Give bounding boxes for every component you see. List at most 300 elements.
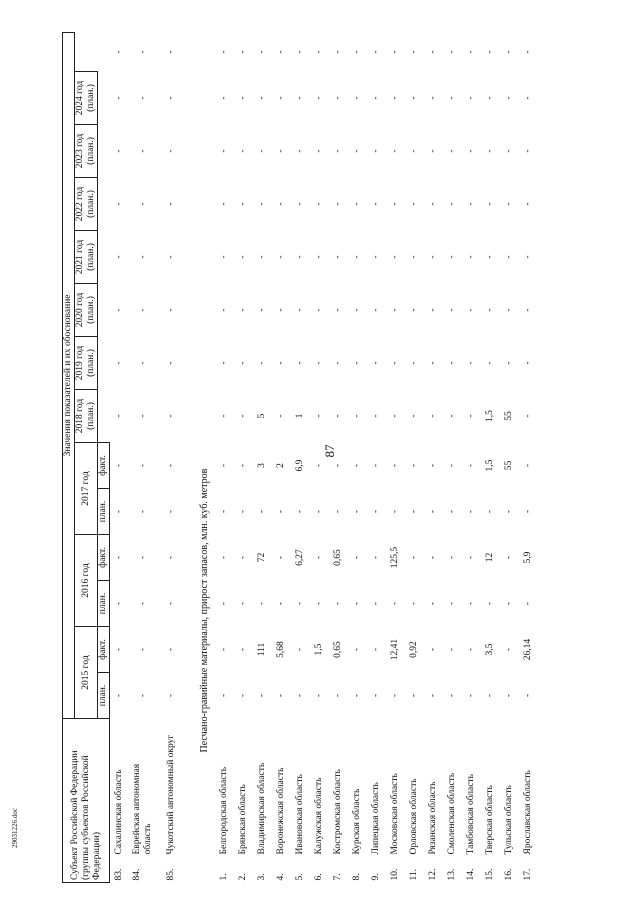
table-row bbox=[291, 32, 310, 882]
value-cell: - bbox=[504, 96, 514, 100]
value-cell: - bbox=[238, 50, 248, 54]
value-cell: - bbox=[428, 601, 438, 606]
value-cell: - bbox=[466, 202, 476, 206]
value-cell: - bbox=[485, 693, 495, 698]
value-cell: - bbox=[137, 601, 148, 606]
table-row bbox=[424, 32, 443, 882]
value-cell: - bbox=[165, 308, 176, 312]
value-cell: - bbox=[165, 509, 176, 514]
value-cell: - bbox=[466, 50, 476, 54]
value-cell: - bbox=[409, 414, 419, 418]
region-name-cell bbox=[215, 719, 234, 883]
value-cell: - bbox=[409, 463, 419, 468]
row-number: 3. bbox=[257, 873, 267, 881]
value-cell: - bbox=[466, 601, 476, 606]
value-cell: - bbox=[276, 96, 286, 100]
value-cell: - bbox=[352, 149, 362, 153]
value-cell: - bbox=[165, 601, 176, 606]
table-row bbox=[367, 32, 386, 882]
value-cell: - bbox=[137, 509, 148, 514]
value-cell: - bbox=[428, 255, 438, 259]
value-cell: - bbox=[314, 50, 324, 54]
value-cell: - bbox=[371, 555, 381, 560]
table-row bbox=[405, 32, 424, 882]
value-cell: - bbox=[428, 693, 438, 698]
value-cell: - bbox=[114, 555, 124, 560]
value-cell: - bbox=[409, 255, 419, 259]
table-row bbox=[272, 32, 291, 882]
value-cell: - bbox=[219, 509, 229, 514]
value-cell: 6,27 bbox=[295, 549, 305, 566]
value-cell: - bbox=[333, 601, 343, 606]
value-cell: - bbox=[257, 601, 267, 606]
value-cell: - bbox=[523, 50, 533, 54]
value-cell: - bbox=[295, 693, 305, 698]
value-cell: - bbox=[390, 255, 400, 259]
value-cell: - bbox=[219, 50, 229, 54]
plan-subheader: план. bbox=[98, 673, 110, 719]
value-cell: - bbox=[466, 308, 476, 312]
value-cell: - bbox=[390, 149, 400, 153]
value-cell: - bbox=[371, 361, 381, 365]
value-cell: - bbox=[428, 509, 438, 514]
value-cell: - bbox=[219, 414, 229, 418]
value-cell: - bbox=[137, 414, 148, 418]
value-cell: - bbox=[114, 509, 124, 514]
value-cell: - bbox=[466, 647, 476, 652]
value-cell: 125,5 bbox=[390, 546, 400, 569]
value-cell: - bbox=[219, 96, 229, 100]
value-cell: - bbox=[390, 361, 400, 365]
value-cell: - bbox=[295, 255, 305, 259]
value-cell: - bbox=[238, 414, 248, 418]
value-cell: - bbox=[409, 202, 419, 206]
value-cell: - bbox=[390, 202, 400, 206]
value-cell: 5,9 bbox=[523, 551, 533, 564]
value-cell: - bbox=[428, 463, 438, 468]
indicators-table bbox=[62, 32, 538, 883]
value-cell: - bbox=[219, 255, 229, 259]
value-cell: - bbox=[238, 255, 248, 259]
value-cell: - bbox=[428, 50, 438, 54]
value-cell: - bbox=[409, 96, 419, 100]
value-cell: - bbox=[295, 509, 305, 514]
value-cell: - bbox=[504, 202, 514, 206]
value-cell: - bbox=[409, 509, 419, 514]
value-cell: - bbox=[137, 50, 148, 54]
section-title: Песчано-гравийные материалы, прирост запасов, млн. куб. метров bbox=[198, 468, 210, 753]
value-cell: - bbox=[165, 202, 176, 206]
value-cell: - bbox=[295, 361, 305, 365]
row-number: 14. bbox=[466, 868, 476, 881]
value-cell: - bbox=[466, 509, 476, 514]
value-cell: 0,65 bbox=[333, 641, 343, 658]
row-number: 15. bbox=[485, 868, 495, 881]
value-cell: - bbox=[428, 555, 438, 560]
value-cell: - bbox=[137, 555, 148, 560]
table-row bbox=[348, 32, 367, 882]
region-name: Курская область bbox=[352, 788, 362, 855]
value-cell: - bbox=[352, 308, 362, 312]
section-header-body bbox=[185, 32, 215, 882]
value-cell: - bbox=[314, 509, 324, 514]
value-cell: - bbox=[333, 255, 343, 259]
row-number: 5. bbox=[295, 873, 305, 881]
value-cell: - bbox=[409, 308, 419, 312]
value-cell: - bbox=[371, 255, 381, 259]
year-2023-header: 2023 год (план.) bbox=[75, 125, 98, 178]
value-cell: - bbox=[333, 308, 343, 312]
document-code: 29031226.doc bbox=[11, 808, 19, 848]
value-cell: - bbox=[390, 96, 400, 100]
plan-subheader: план. bbox=[98, 489, 110, 535]
value-cell: 26,14 bbox=[523, 638, 533, 661]
value-cell: 111 bbox=[257, 642, 267, 657]
value-cell: - bbox=[333, 509, 343, 514]
value-cell: - bbox=[523, 202, 533, 206]
region-name-cell bbox=[500, 719, 519, 883]
value-cell: - bbox=[165, 50, 176, 54]
region-name: Московская область bbox=[390, 773, 400, 855]
row-number: 84. bbox=[132, 868, 142, 881]
value-cell: - bbox=[165, 361, 176, 365]
value-cell: - bbox=[113, 50, 124, 54]
region-name: Смоленская область bbox=[447, 772, 457, 855]
table-row bbox=[157, 32, 185, 882]
value-cell: - bbox=[257, 50, 267, 54]
value-cell: - bbox=[523, 601, 533, 606]
value-cell: - bbox=[257, 255, 267, 259]
region-name-cell bbox=[157, 719, 185, 883]
table-row bbox=[215, 32, 234, 882]
value-cell: - bbox=[137, 693, 148, 698]
value-cell: - bbox=[371, 693, 381, 698]
value-cell: - bbox=[371, 601, 381, 606]
value-cell: - bbox=[114, 463, 124, 468]
fact-subheader: факт. bbox=[98, 443, 110, 489]
table-row bbox=[500, 32, 519, 882]
value-cell: - bbox=[352, 693, 362, 698]
region-name-cell bbox=[129, 719, 157, 883]
value-cell: - bbox=[238, 555, 248, 560]
value-cell: 72 bbox=[257, 552, 267, 563]
table-body-top bbox=[110, 32, 186, 882]
value-cell: - bbox=[295, 96, 305, 100]
value-cell: - bbox=[314, 361, 324, 365]
value-cell: 5 bbox=[257, 413, 267, 419]
region-name: Сахалинская область bbox=[114, 769, 124, 855]
value-cell: - bbox=[504, 647, 514, 652]
value-cell: - bbox=[238, 509, 248, 514]
plan-subheader: план. bbox=[98, 581, 110, 627]
value-cell: 1,5 bbox=[314, 643, 324, 656]
value-cell: 1 bbox=[295, 413, 305, 419]
value-cell: 55 bbox=[504, 460, 514, 471]
value-cell: - bbox=[447, 509, 457, 514]
value-cell: - bbox=[295, 202, 305, 206]
value-cell: - bbox=[352, 555, 362, 560]
value-cell: 1,5 bbox=[485, 459, 495, 472]
value-cell: 0,65 bbox=[333, 549, 343, 566]
value-cell: - bbox=[409, 555, 419, 560]
value-cell: - bbox=[165, 463, 176, 468]
value-cell: - bbox=[523, 361, 533, 365]
region-name-cell bbox=[462, 719, 481, 883]
table-body-main bbox=[215, 32, 538, 882]
value-cell: - bbox=[257, 308, 267, 312]
value-cell: - bbox=[409, 149, 419, 153]
table-row bbox=[110, 32, 130, 882]
value-cell: - bbox=[504, 255, 514, 259]
region-name: Воронежская область bbox=[276, 767, 286, 855]
value-cell: - bbox=[137, 463, 148, 468]
region-name: Липецкая область bbox=[371, 782, 381, 855]
page-number: 87 bbox=[322, 444, 337, 458]
value-cell: - bbox=[504, 555, 514, 560]
value-cell: - bbox=[352, 414, 362, 418]
value-cell: - bbox=[371, 202, 381, 206]
value-cell: - bbox=[447, 50, 457, 54]
value-cell: - bbox=[257, 202, 267, 206]
value-cell: - bbox=[447, 693, 457, 698]
value-cell: - bbox=[238, 601, 248, 606]
table-row bbox=[519, 32, 538, 882]
value-cell: - bbox=[371, 414, 381, 418]
value-cell: - bbox=[409, 361, 419, 365]
region-name: Еврейская автономная область bbox=[132, 763, 153, 855]
value-cell: - bbox=[371, 96, 381, 100]
table-header bbox=[63, 32, 110, 882]
value-cell: - bbox=[371, 647, 381, 652]
region-name-cell bbox=[519, 719, 538, 883]
table-row bbox=[253, 32, 272, 882]
value-cell: - bbox=[333, 414, 343, 418]
value-cell: - bbox=[165, 693, 176, 698]
value-cell: - bbox=[314, 202, 324, 206]
value-cell: - bbox=[409, 50, 419, 54]
value-cell: - bbox=[295, 601, 305, 606]
region-name-cell bbox=[424, 719, 443, 883]
fact-subheader: факт. bbox=[98, 627, 110, 673]
row-number: 12. bbox=[428, 868, 438, 881]
value-cell: - bbox=[352, 509, 362, 514]
value-cell: - bbox=[371, 308, 381, 312]
year-2020-header: 2020 год (план.) bbox=[75, 284, 98, 337]
value-cell: - bbox=[447, 601, 457, 606]
value-cell: - bbox=[352, 463, 362, 468]
value-cell: - bbox=[219, 149, 229, 153]
value-cell: - bbox=[219, 202, 229, 206]
value-cell: - bbox=[219, 308, 229, 312]
value-cell: - bbox=[276, 149, 286, 153]
value-cell: - bbox=[295, 149, 305, 153]
value-cell: - bbox=[447, 308, 457, 312]
value-cell: - bbox=[113, 96, 124, 100]
value-cell: 55 bbox=[504, 411, 514, 421]
value-cell: - bbox=[485, 308, 495, 312]
region-name: Орловская область bbox=[409, 778, 419, 855]
value-cell: - bbox=[295, 50, 305, 54]
value-cell: - bbox=[390, 509, 400, 514]
value-cell: - bbox=[314, 96, 324, 100]
value-cell: - bbox=[113, 202, 124, 206]
value-cell: - bbox=[238, 96, 248, 100]
region-name: Чукотский автономный округ bbox=[165, 734, 176, 855]
row-number: 4. bbox=[276, 873, 286, 881]
value-cell: - bbox=[276, 202, 286, 206]
region-name: Калужская область bbox=[314, 777, 324, 855]
region-name-cell bbox=[405, 719, 424, 883]
value-cell: - bbox=[409, 693, 419, 698]
value-cell: - bbox=[371, 509, 381, 514]
value-cell: - bbox=[523, 308, 533, 312]
value-cell: - bbox=[276, 555, 286, 560]
value-cell: - bbox=[466, 255, 476, 259]
value-cell: - bbox=[333, 463, 343, 468]
value-cell: - bbox=[447, 414, 457, 418]
value-cell: - bbox=[409, 601, 419, 606]
year-2016-header: 2016 год bbox=[75, 535, 98, 627]
value-cell: - bbox=[314, 601, 324, 606]
value-cell: - bbox=[390, 50, 400, 54]
row-number: 6. bbox=[314, 873, 324, 881]
value-cell: - bbox=[276, 308, 286, 312]
value-cell: - bbox=[466, 361, 476, 365]
value-cell: - bbox=[165, 255, 176, 259]
value-cell: - bbox=[257, 693, 267, 698]
value-cell: - bbox=[504, 693, 514, 698]
value-cell: - bbox=[466, 555, 476, 560]
region-name: Белгородская область bbox=[219, 766, 229, 855]
value-cell: - bbox=[352, 50, 362, 54]
value-cell: - bbox=[485, 96, 495, 100]
value-cell: - bbox=[371, 463, 381, 468]
value-cell: - bbox=[504, 308, 514, 312]
value-cell: - bbox=[390, 463, 400, 468]
value-cell: - bbox=[276, 601, 286, 606]
value-cell: - bbox=[137, 308, 148, 312]
value-cell: - bbox=[485, 601, 495, 606]
value-cell: - bbox=[295, 647, 305, 652]
value-cell: - bbox=[352, 601, 362, 606]
value-cell: - bbox=[165, 555, 176, 560]
value-cell: - bbox=[447, 149, 457, 153]
value-cell: - bbox=[276, 414, 286, 418]
value-cell: - bbox=[333, 361, 343, 365]
value-cell: - bbox=[447, 361, 457, 365]
value-cell: - bbox=[428, 202, 438, 206]
region-name: Костромская область bbox=[333, 769, 343, 855]
table-row bbox=[329, 32, 348, 882]
region-name: Ярославская область bbox=[523, 770, 533, 855]
value-cell: - bbox=[447, 647, 457, 652]
year-2015-header: 2015 год bbox=[75, 627, 98, 719]
value-cell: - bbox=[523, 96, 533, 100]
table-row bbox=[129, 32, 157, 882]
region-name-cell bbox=[272, 719, 291, 883]
value-cell: - bbox=[257, 96, 267, 100]
value-cell: - bbox=[257, 509, 267, 514]
year-2019-header: 2019 год (план.) bbox=[75, 337, 98, 390]
value-cell: - bbox=[113, 361, 124, 365]
value-cell: - bbox=[485, 50, 495, 54]
region-name-cell bbox=[348, 719, 367, 883]
region-name: Рязанская область bbox=[428, 781, 438, 855]
region-name-cell bbox=[291, 719, 310, 883]
value-cell: - bbox=[333, 202, 343, 206]
value-cell: - bbox=[523, 463, 533, 468]
value-cell: - bbox=[219, 361, 229, 365]
value-cell: - bbox=[295, 308, 305, 312]
value-cell: 3 bbox=[257, 463, 267, 468]
row-number: 1. bbox=[219, 873, 229, 881]
value-cell: - bbox=[504, 50, 514, 54]
value-cell: - bbox=[523, 414, 533, 418]
value-cell: - bbox=[114, 647, 124, 652]
value-cell: - bbox=[257, 149, 267, 153]
value-cell: - bbox=[165, 414, 176, 418]
year-2021-header: 2021 год (план.) bbox=[75, 231, 98, 284]
row-number: 10. bbox=[390, 868, 400, 881]
table-row bbox=[443, 32, 462, 882]
value-cell: - bbox=[137, 647, 148, 652]
value-cell: - bbox=[238, 693, 248, 698]
value-cell: - bbox=[485, 202, 495, 206]
value-cell: - bbox=[447, 463, 457, 468]
value-cell: - bbox=[114, 601, 124, 606]
value-cell: - bbox=[390, 308, 400, 312]
region-name-cell bbox=[367, 719, 386, 883]
row-number: 16. bbox=[504, 868, 514, 881]
region-name-cell bbox=[234, 719, 253, 883]
value-cell: - bbox=[137, 96, 148, 100]
value-cell: - bbox=[314, 414, 324, 418]
value-cell: - bbox=[352, 647, 362, 652]
value-cell: - bbox=[113, 308, 124, 312]
value-cell: - bbox=[238, 647, 248, 652]
region-name: Брянская область bbox=[238, 784, 248, 855]
value-cell: - bbox=[371, 50, 381, 54]
value-cell: - bbox=[238, 463, 248, 468]
value-cell: - bbox=[485, 255, 495, 259]
value-cell: - bbox=[428, 308, 438, 312]
value-cell: - bbox=[257, 361, 267, 365]
region-name-cell bbox=[110, 719, 130, 883]
row-number: 11. bbox=[409, 868, 419, 881]
row-number: 8. bbox=[352, 873, 362, 881]
rotated-table-page bbox=[62, 33, 602, 883]
value-cell: - bbox=[428, 96, 438, 100]
value-cell: - bbox=[219, 555, 229, 560]
value-cell: - bbox=[276, 361, 286, 365]
year-2022-header: 2022 год (план.) bbox=[75, 178, 98, 231]
value-cell: - bbox=[314, 308, 324, 312]
value-cell: - bbox=[352, 202, 362, 206]
row-number: 85. bbox=[165, 868, 176, 881]
value-cell: 2 bbox=[276, 463, 286, 468]
value-cell: 3,5 bbox=[485, 643, 495, 656]
value-cell: - bbox=[113, 149, 124, 153]
value-cell: 5,68 bbox=[276, 641, 286, 658]
row-number: 9. bbox=[371, 873, 381, 881]
value-cell: - bbox=[504, 601, 514, 606]
value-cell: - bbox=[447, 255, 457, 259]
value-cell: - bbox=[447, 96, 457, 100]
value-cell: - bbox=[523, 509, 533, 514]
table-row bbox=[462, 32, 481, 882]
value-cell: - bbox=[504, 509, 514, 514]
value-cell: 12,41 bbox=[390, 638, 400, 661]
